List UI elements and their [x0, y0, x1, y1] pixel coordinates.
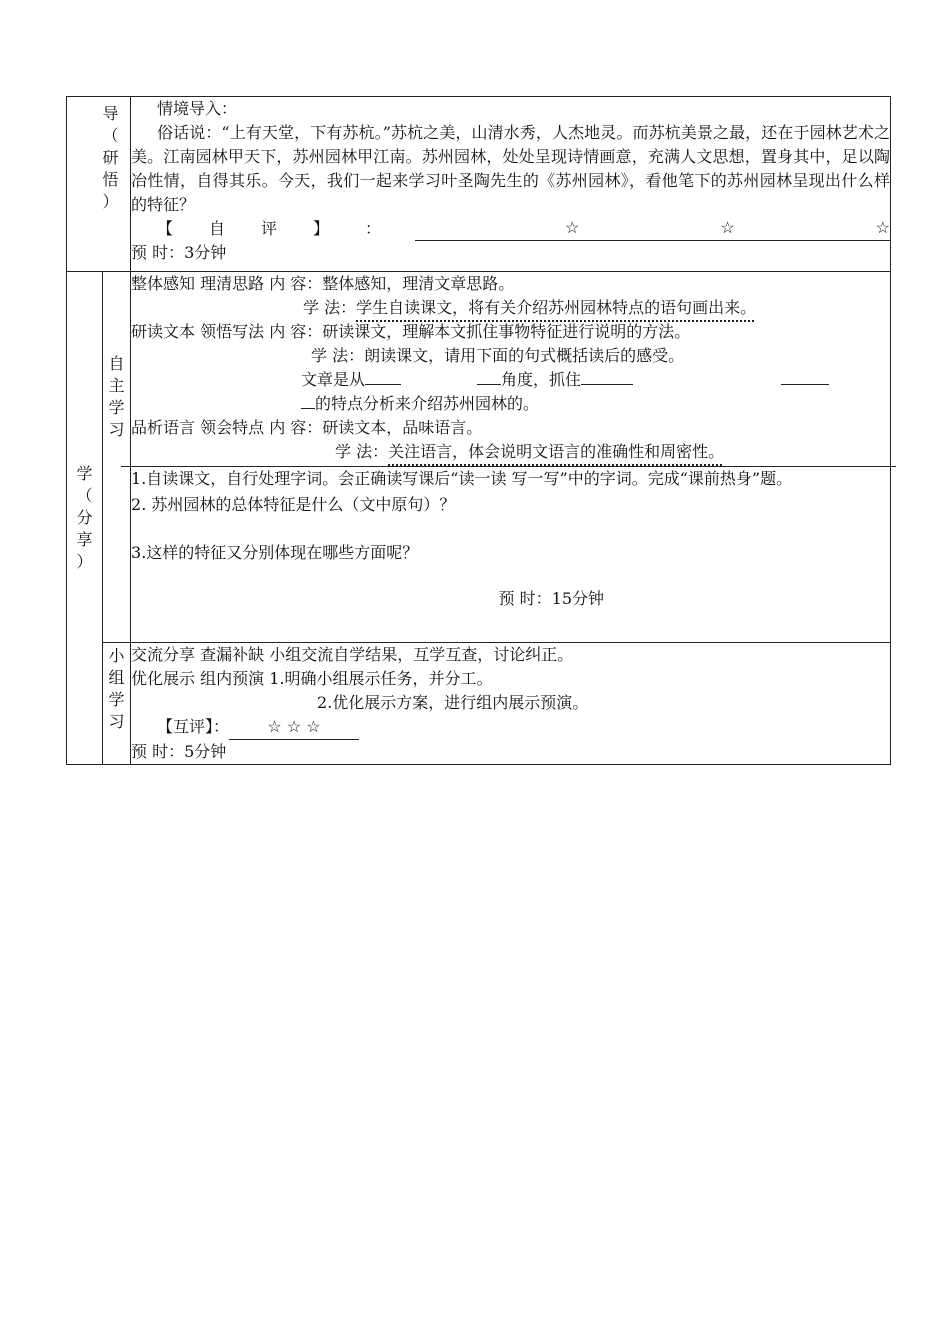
self-study-label: 自 主 学 习	[108, 354, 125, 439]
guide-row	[67, 97, 891, 272]
self-eval-label: 【 自 评 】 ：	[157, 219, 381, 238]
learn-label-cell	[67, 272, 103, 765]
peer-eval-stars[interactable]: ☆ ☆ ☆	[229, 715, 359, 740]
self-study-label-cell	[103, 272, 131, 643]
intro-title: 情境导入：	[157, 99, 238, 118]
group-show: 优化展示 组内预演 1.明确小组展示任务，并分工。	[131, 669, 493, 688]
blank-field[interactable]	[301, 392, 315, 409]
group-share: 交流分享 查漏补缺 小组交流自学结果，互学互查，讨论纠正。	[131, 645, 574, 664]
star-icon[interactable]: ☆	[565, 218, 580, 237]
group-study-row	[67, 643, 891, 765]
language-analysis: 品析语言 领会特点 内 容：研读文本，品味语言。	[131, 418, 483, 437]
peer-eval-line	[131, 715, 890, 740]
intro-paragraph: 俗话说：“上有天堂，下有苏杭。”苏杭之美，山清水秀，人杰地灵。而苏杭美景之最，还在于园林艺术之美。江南园林甲天下，苏州园林甲江南。苏州园林，处处呈现诗情画意，充满人文思想，置身其中，足以陶冶性情，自得其乐。今天，我们一起来学习叶圣陶先生的《苏州园林》，看他笔下的苏州园林呈现出什么样的特征？	[131, 123, 890, 214]
self-study-time: 预 时：15分钟	[498, 589, 604, 608]
overall-perception: 整体感知 理清思路 内 容：整体感知，理清文章思路。	[131, 274, 515, 293]
group-rehearse: 2.优化展示方案，进行组内展示预演。	[317, 693, 589, 712]
group-time: 预 时：5分钟	[131, 742, 227, 761]
guide-label: 导 （ 研 悟 ）	[102, 104, 119, 211]
question-2: 2. 苏州园林的总体特征是什么（文中原句）？	[131, 495, 456, 514]
language-method: 学 法：关注语言，体会说明文语言的准确性和周密性。	[335, 442, 725, 461]
question-3: 3.这样的特征又分别体现在哪些方面呢？	[131, 543, 419, 562]
blank-field[interactable]	[581, 368, 633, 385]
self-study-row	[67, 272, 891, 643]
lesson-plan-table	[66, 96, 891, 765]
guide-content	[131, 97, 891, 272]
star-icon[interactable]: ☆	[875, 218, 890, 237]
star-icon[interactable]: ☆	[720, 218, 735, 237]
group-study-label: 小 组 学 习	[108, 646, 125, 731]
self-eval-stars[interactable]	[415, 218, 890, 241]
overall-method: 学 法：学生自读课文，将有关介绍苏州园林特点的语句画出来。	[303, 298, 757, 317]
group-study-content	[131, 643, 891, 765]
blank-field[interactable]	[477, 368, 501, 385]
learn-label: 学 （ 分 享 ）	[76, 464, 93, 571]
group-study-label-cell	[103, 643, 131, 765]
blank-field[interactable]	[365, 368, 401, 385]
fill-sentence-1: 文章是从 角度，抓住	[131, 368, 890, 392]
guide-time: 预 时：3分钟	[131, 243, 227, 262]
question-1: 1.自读课文，自行处理字词。会正确读写课后“读一读 写一写”中的字词。完成“课前热身”题。	[131, 469, 793, 488]
blank-field[interactable]	[781, 368, 829, 385]
study-method: 学 法：朗读课文，请用下面的句式概括读后的感受。	[311, 346, 685, 365]
guide-label-cell	[67, 97, 131, 272]
self-eval-line	[131, 217, 890, 241]
peer-eval-label: 【互评】：	[157, 717, 230, 736]
self-study-content	[131, 272, 891, 643]
fill-sentence-2: 的特点分析来介绍苏州园林的。	[131, 392, 890, 416]
study-text: 研读文本 领悟写法 内 容：研读课文，理解本文抓住事物特征进行说明的方法。	[131, 322, 691, 341]
